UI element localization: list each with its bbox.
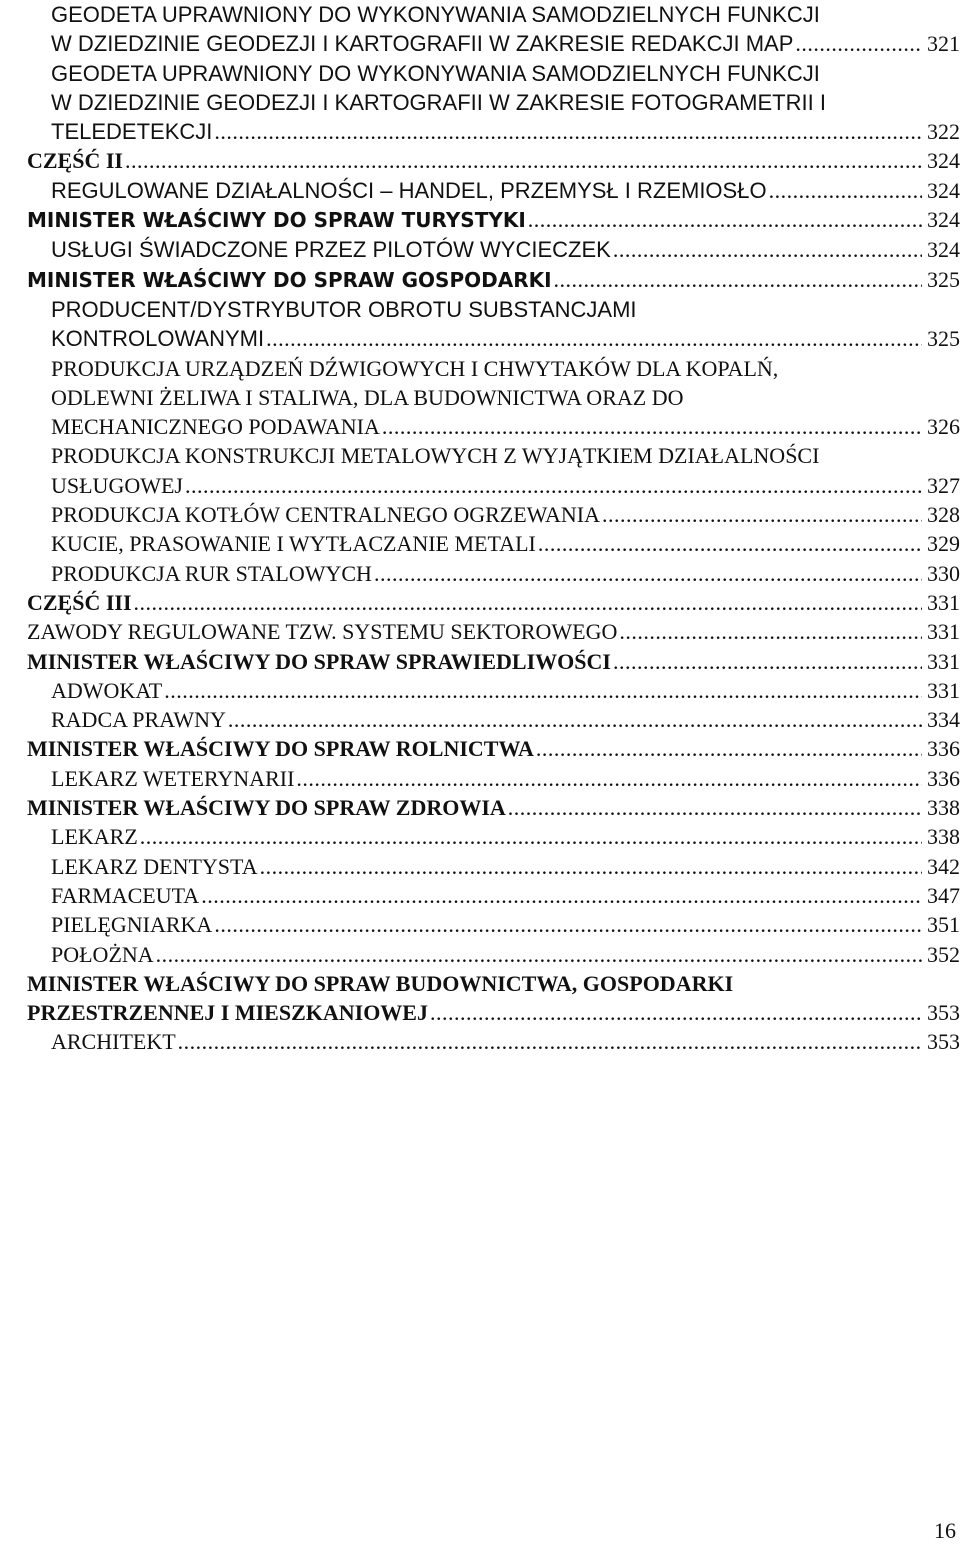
toc-entry-title-line: MINISTER WŁAŚCIWY DO SPRAW TURYSTYKI <box>27 208 526 233</box>
toc-entry-title-line: KONTROLOWANYMI <box>51 326 265 352</box>
toc-entry-title-line: LEKARZ <box>51 824 138 850</box>
dot-leader <box>260 852 922 881</box>
toc-entry-page: 326 <box>927 414 960 440</box>
toc-entry[interactable] <box>27 940 960 969</box>
toc-entry-title-line: MINISTER WŁAŚCIWY DO SPRAW BUDOWNICTWA, GOSPODARKI <box>27 970 734 996</box>
toc-entry-page: 331 <box>927 677 960 703</box>
toc-entry-title-line: PRODUKCJA RUR STALOWYCH <box>51 560 372 586</box>
toc-entry-title-line: CZĘŚĆ II <box>27 148 123 174</box>
toc-entry[interactable] <box>27 146 960 175</box>
toc-entry-page: 353 <box>927 1000 960 1026</box>
toc-entry[interactable] <box>27 235 960 264</box>
toc-entry-page: 331 <box>927 589 960 615</box>
toc-entry-title-line: W DZIEDZINIE GEODEZJI I KARTOGRAFII W ZAKRESIE FOTOGRAMETRII I <box>51 89 826 115</box>
toc-entry-title-line: MINISTER WŁAŚCIWY DO SPRAW ROLNICTWA <box>27 736 534 762</box>
toc-entry-title-line: MECHANICZNEGO PODAWANIA <box>51 414 380 440</box>
toc-entry-page: 331 <box>927 648 960 674</box>
toc-entry-page: 321 <box>927 31 960 57</box>
toc-entry-page: 338 <box>927 824 960 850</box>
toc-entry-page: 329 <box>927 531 960 557</box>
dot-leader <box>619 617 922 646</box>
toc-entry-title-line: ADWOKAT <box>51 677 163 703</box>
toc-entry[interactable] <box>27 205 960 235</box>
toc-entry[interactable] <box>27 969 960 1028</box>
toc-entry[interactable] <box>27 881 960 910</box>
toc-entry-title-line: KUCIE, PRASOWANIE I WYTŁACZANIE METALI <box>51 531 536 557</box>
toc-entry-title-line: PRZESTRZENNEJ I MIESZKANIOWEJ <box>27 1000 428 1026</box>
toc-entry[interactable] <box>27 500 960 529</box>
dot-leader <box>125 146 922 175</box>
dot-leader <box>178 1027 922 1056</box>
dot-leader <box>769 176 922 205</box>
toc-entry-title-line: USŁUGI ŚWIADCZONE PRZEZ PILOTÓW WYCIECZEK <box>51 237 611 263</box>
toc-entry-title-line: W DZIEDZINIE GEODEZJI I KARTOGRAFII W ZAKRESIE REDAKCJI MAP <box>51 31 794 57</box>
dot-leader <box>613 235 922 264</box>
toc-entry[interactable] <box>27 647 960 676</box>
toc-entry-page: 330 <box>927 560 960 586</box>
toc-entry[interactable] <box>27 734 960 763</box>
toc-entry[interactable] <box>27 59 960 147</box>
toc-entry-page: 352 <box>927 941 960 967</box>
toc-entry-title-line: CZĘŚĆ III <box>27 589 132 615</box>
dot-leader <box>134 588 922 617</box>
dot-leader <box>430 998 922 1027</box>
toc-entry-title-line: PRODUKCJA KOTŁÓW CENTRALNEGO OGRZEWANIA <box>51 502 600 528</box>
toc-entry-page: 325 <box>927 266 960 292</box>
dot-leader <box>508 793 922 822</box>
toc-entry[interactable] <box>27 822 960 851</box>
toc-entry-page: 327 <box>927 472 960 498</box>
toc-entry-page: 342 <box>927 853 960 879</box>
toc-entry[interactable] <box>27 295 960 354</box>
dot-leader <box>228 705 922 734</box>
toc-entry[interactable] <box>27 529 960 558</box>
toc-entry[interactable] <box>27 1027 960 1056</box>
dot-leader <box>266 324 922 353</box>
toc-entry-title-line: PIELĘGNIARKA <box>51 912 213 938</box>
toc-entry-page: 322 <box>927 119 960 145</box>
toc-entry-title-line: RADCA PRAWNY <box>51 707 226 733</box>
toc-entry-title-line: USŁUGOWEJ <box>51 472 183 498</box>
toc-entry[interactable] <box>27 676 960 705</box>
toc-entry-page: 324 <box>927 177 960 203</box>
toc-entry[interactable] <box>27 0 960 59</box>
toc-entry-title-line: POŁOŻNA <box>51 941 154 967</box>
toc-entry-title-line: MINISTER WŁAŚCIWY DO SPRAW GOSPODARKI <box>27 267 552 292</box>
dot-leader <box>602 500 922 529</box>
toc-entry-title-line: PRODUKCJA KONSTRUKCJI METALOWYCH Z WYJĄTKIEM DZIAŁALNOŚCI <box>51 443 820 469</box>
toc-entry-title-line: ZAWODY REGULOWANE TZW. SYSTEMU SEKTOROWEGO <box>27 619 618 645</box>
toc-entry-title-line: MINISTER WŁAŚCIWY DO SPRAW SPRAWIEDLIWOŚCI <box>27 648 611 674</box>
toc-entry[interactable] <box>27 705 960 734</box>
toc-entry[interactable] <box>27 176 960 205</box>
dot-leader <box>164 676 922 705</box>
toc-entry-title-line: ARCHITEKT <box>51 1029 176 1055</box>
toc-entry-title-line: PRODUKCJA URZĄDZEŃ DŹWIGOWYCH I CHWYTAKÓW DLA KOPALŃ, <box>51 355 779 381</box>
toc-entry-title-line: LEKARZ DENTYSTA <box>51 853 258 879</box>
toc-entry-title-line: MINISTER WŁAŚCIWY DO SPRAW ZDROWIA <box>27 795 506 821</box>
dot-leader <box>795 29 922 58</box>
toc-entry-page: 328 <box>927 502 960 528</box>
toc-entry[interactable] <box>27 852 960 881</box>
dot-leader <box>374 559 922 588</box>
dot-leader <box>214 117 922 146</box>
dot-leader <box>528 205 922 234</box>
toc-entry[interactable] <box>27 764 960 793</box>
dot-leader <box>156 940 922 969</box>
dot-leader <box>554 265 922 294</box>
toc-entry-title-line: LEKARZ WETERYNARII <box>51 765 295 791</box>
toc-entry-title-line: PRODUCENT/DYSTRYBUTOR OBROTU SUBSTANCJAMI <box>51 296 637 322</box>
dot-leader <box>538 529 922 558</box>
toc-entry-title-line: GEODETA UPRAWNIONY DO WYKONYWANIA SAMODZIELNYCH FUNKCJI <box>51 2 820 27</box>
toc-entry-page: 353 <box>927 1029 960 1055</box>
toc-entry-page: 334 <box>927 707 960 733</box>
toc-entry-page: 351 <box>927 912 960 938</box>
toc-entry-title-line: FARMACEUTA <box>51 882 200 908</box>
table-of-contents <box>27 0 960 1057</box>
toc-entry[interactable] <box>27 793 960 822</box>
toc-entry[interactable] <box>27 559 960 588</box>
toc-entry[interactable] <box>27 441 960 500</box>
page-number: 16 <box>934 1518 956 1543</box>
toc-entry-title-line: REGULOWANE DZIAŁALNOŚCI – HANDEL, PRZEMYSŁ I RZEMIOSŁO <box>51 177 767 203</box>
dot-leader <box>296 764 922 793</box>
toc-entry-title-line: ODLEWNI ŻELIWA I STALIWA, DLA BUDOWNICTWA ORAZ DO <box>51 384 684 410</box>
toc-entry[interactable] <box>27 354 960 442</box>
dot-leader <box>382 412 922 441</box>
toc-entry-page: 336 <box>927 765 960 791</box>
toc-entry[interactable] <box>27 910 960 939</box>
toc-entry-page: 338 <box>927 795 960 821</box>
toc-entry-page: 347 <box>927 882 960 908</box>
toc-entry-page: 324 <box>927 148 960 174</box>
dot-leader <box>536 734 922 763</box>
toc-entry[interactable] <box>27 265 960 295</box>
toc-entry-page: 336 <box>927 736 960 762</box>
toc-entry-title-line: GEODETA UPRAWNIONY DO WYKONYWANIA SAMODZIELNYCH FUNKCJI <box>51 60 820 86</box>
toc-entry-page: 324 <box>927 207 960 233</box>
dot-leader <box>185 471 922 500</box>
dot-leader <box>613 647 922 676</box>
dot-leader <box>201 881 922 910</box>
dot-leader <box>140 822 922 851</box>
dot-leader <box>214 910 922 939</box>
toc-entry-page: 324 <box>927 237 960 263</box>
toc-entry-page: 325 <box>927 326 960 352</box>
toc-entry[interactable] <box>27 588 960 617</box>
toc-entry-title-line: TELEDETEKCJI <box>51 119 213 145</box>
toc-entry[interactable] <box>27 617 960 646</box>
toc-entry-page: 331 <box>927 619 960 645</box>
